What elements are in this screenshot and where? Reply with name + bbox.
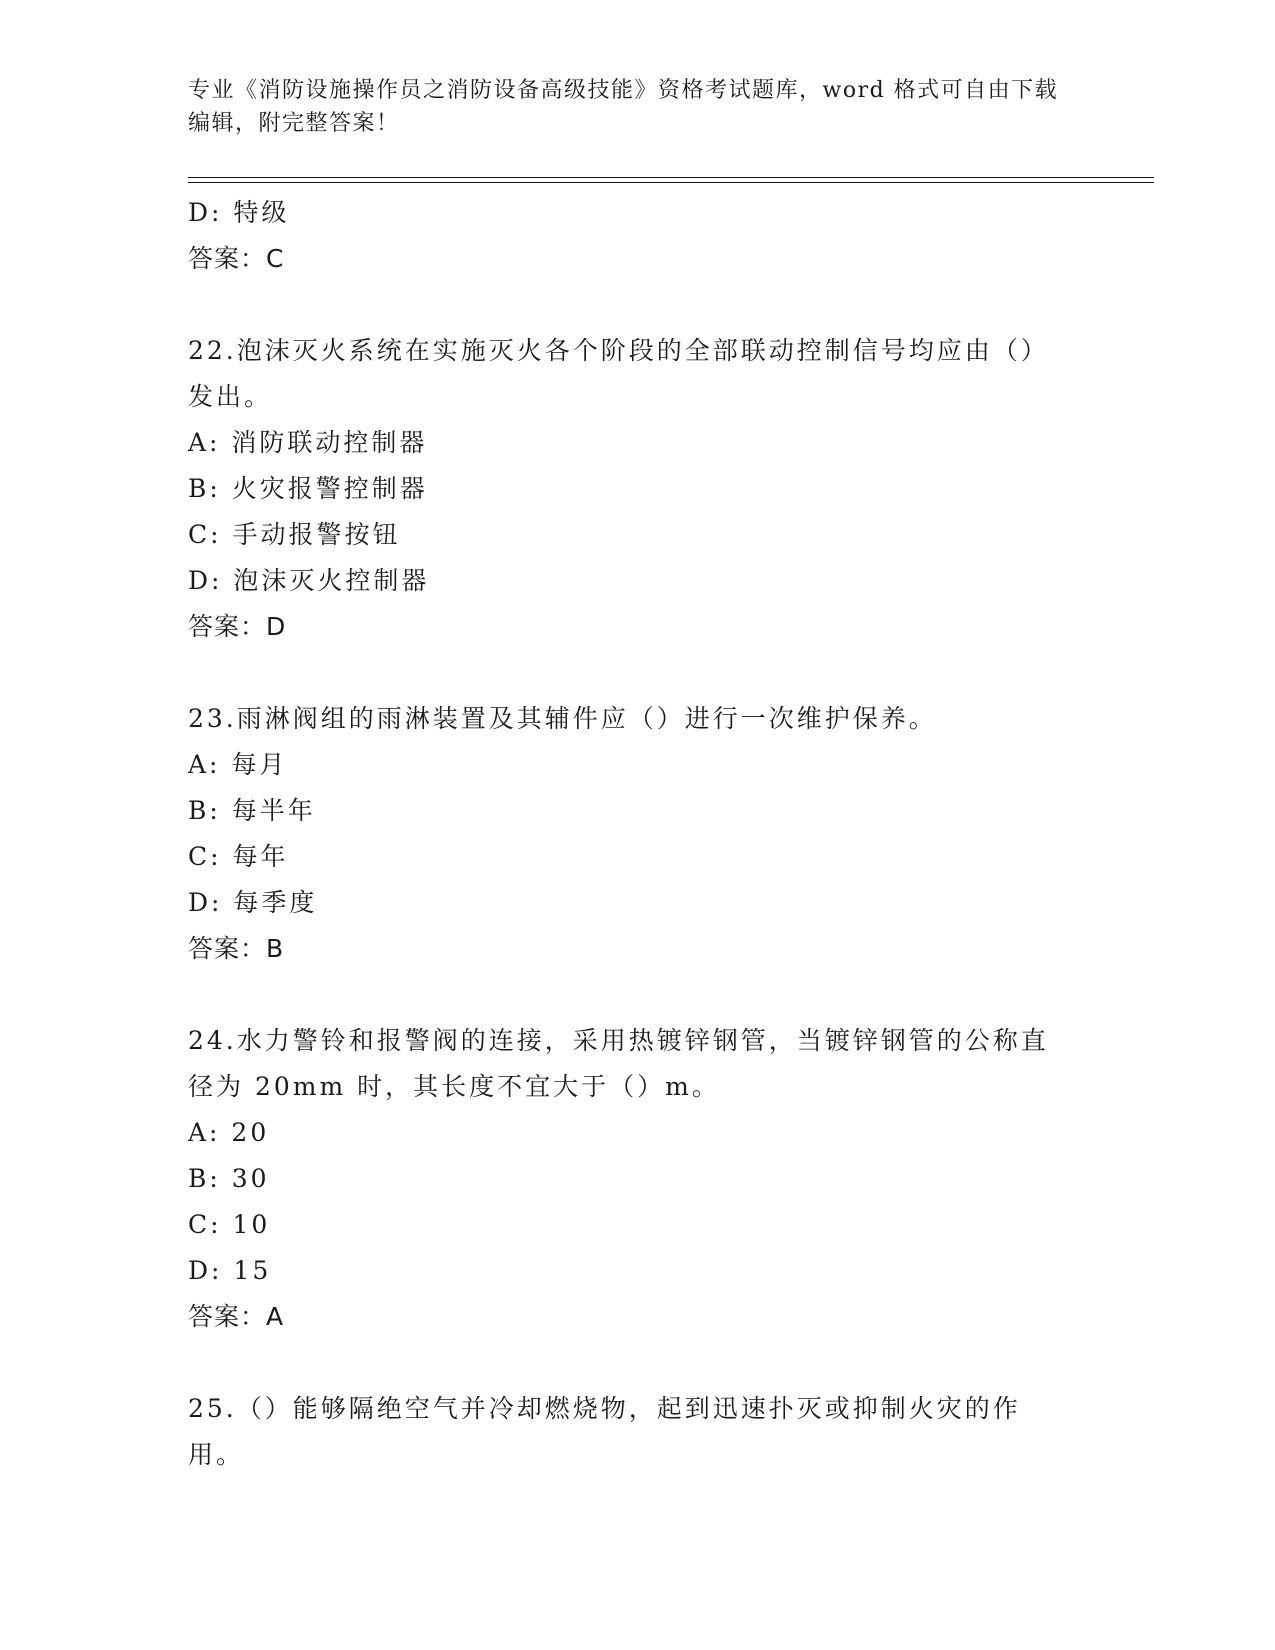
answer-line: 答案：B xyxy=(188,934,285,963)
option-c: C: 10 xyxy=(188,1210,271,1239)
option-a: A: 消防联动控制器 xyxy=(188,428,428,457)
header-rule-bottom xyxy=(188,182,1154,183)
option-c: C: 每年 xyxy=(188,842,289,871)
option-d: D: 每季度 xyxy=(188,888,318,917)
option-c: C: 手动报警按钮 xyxy=(188,520,401,549)
option-d: D: 15 xyxy=(188,1256,272,1285)
option-a: A: 20 xyxy=(188,1118,270,1147)
option-d: D: 特级 xyxy=(188,198,290,227)
answer-line: 答案：A xyxy=(188,1302,285,1331)
header-rule-top xyxy=(188,177,1154,178)
question-stem: 24.水力警铃和报警阀的连接，采用热镀锌钢管，当镀锌钢管的公称直径为 20mm 时，其长度不宜大于（）m。 xyxy=(188,1026,1049,1101)
question-23 xyxy=(188,696,1088,972)
question-stem: 22.泡沫灭火系统在实施灭火各个阶段的全部联动控制信号均应由（）发出。 xyxy=(188,336,1049,411)
option-b: B: 30 xyxy=(188,1164,270,1193)
option-b: B: 每半年 xyxy=(188,796,316,825)
question-content xyxy=(188,190,1088,1478)
option-a: A: 每月 xyxy=(188,750,288,779)
question-25 xyxy=(188,1386,1088,1478)
option-d: D: 泡沫灭火控制器 xyxy=(188,566,430,595)
option-b: B: 火灾报警控制器 xyxy=(188,474,428,503)
question-22 xyxy=(188,328,1088,650)
answer-line: 答案：D xyxy=(188,612,287,641)
document-header: 专业《消防设施操作员之消防设备高级技能》资格考试题库，word 格式可自由下载编辑，附完整答案！ xyxy=(188,78,1059,136)
question-stem: 23.雨淋阀组的雨淋装置及其辅件应（）进行一次维护保养。 xyxy=(188,704,937,733)
question-stem: 25.（）能够隔绝空气并冷却燃烧物，起到迅速扑灭或抑制火灾的作用。 xyxy=(188,1394,1021,1469)
question-24 xyxy=(188,1018,1088,1340)
answer-line: 答案：C xyxy=(188,244,285,273)
